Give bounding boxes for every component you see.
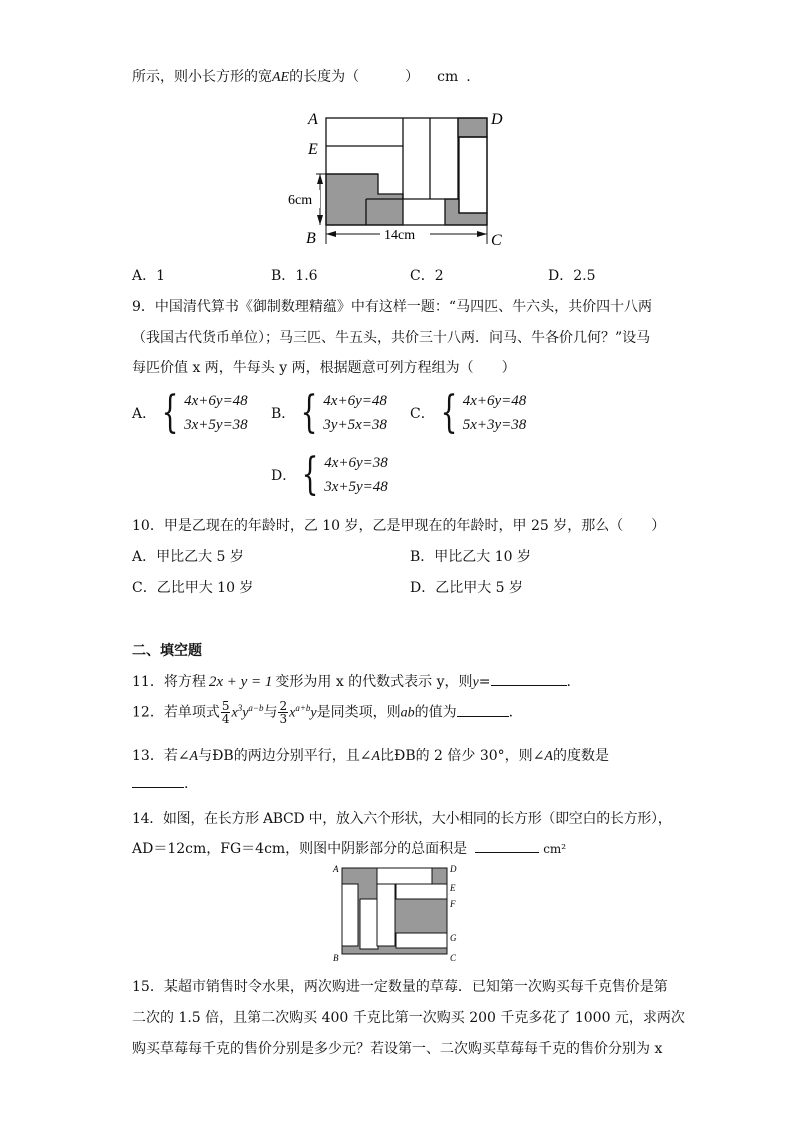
q14-label-g: G (450, 933, 457, 943)
q12-line: 12．若单项式 $\frac{5}{4}$ $x^3y^{a-b}$与 $\frac{2}{3}$ $x^{a+b}y$是同类项，则ab的值为 . (132, 699, 514, 726)
q13-angle-a3: ∠A (532, 749, 553, 764)
q11-post: = (478, 674, 491, 690)
q8-label-c: C (491, 232, 502, 249)
q9-b-eq2: 3y+5x=38 (323, 417, 387, 433)
q8-var: AE (272, 70, 290, 85)
q14-label-c: C (450, 953, 457, 963)
q12-x1: x (231, 705, 238, 721)
q9-line1: 9．中国清代算书《御制数理精蕴》中有这样一题：“马四匹、牛六头，共价四十八两 (132, 299, 653, 315)
q13-line (132, 745, 609, 765)
q14-label-d: D (450, 864, 457, 874)
q12-var: ab (400, 705, 415, 721)
q8-end: . (466, 69, 471, 85)
q8-option-d: D．2.5 (548, 268, 596, 284)
q9-line3: 每匹价值 x 两，牛每头 y 两，根据题意可列方程组为（ ） (132, 360, 516, 376)
q14-label-a: A (333, 864, 339, 874)
q8-label-height: 6cm (288, 193, 313, 208)
q15-line2: 二次的 1.5 倍，且第二次购买 400 千克比第一次购买 200 千克多花了 1000 元，求两次 (132, 1010, 685, 1026)
q14-line1: 14．如图，在长方形 ABCD 中，放入六个形状，大小相同的长方形（即空白的长方形）， (132, 811, 672, 827)
q10-text: 10．甲是乙现在的年龄时，乙 10 岁，乙是甲现在的年龄时，甲 25 岁，那么（ ） (132, 518, 666, 534)
q12-post: 的值为 (414, 704, 457, 721)
q14-unit: cm² (543, 842, 567, 856)
q8-unit: cm (437, 69, 459, 85)
q13-blank-line: . (132, 776, 188, 792)
q8-close: ） (405, 69, 420, 85)
q9-option-c: C． { 4x+6y=48 5x+3y=38 (410, 387, 527, 438)
q9-option-a-label: A． (132, 406, 157, 422)
q9-b-eq1: 4x+6y=48 (323, 393, 387, 409)
q11-mid: 变形为用 x 的代数式表示 y，则 (275, 674, 473, 690)
q10-option-d: D．乙比甲大 5 岁 (410, 580, 524, 596)
q12-frac1: $\frac{5}{4}$ (221, 699, 230, 726)
q12-exp1: 3 (237, 702, 243, 713)
q9-a-eq1: 4x+6y=48 (184, 393, 248, 409)
q9-c-eq2: 5x+3y=38 (462, 417, 527, 433)
q10-option-a: A．甲比乙大 5 岁 (132, 549, 244, 565)
q14-line2 (132, 838, 566, 858)
q11-eq: 2x + y = 1 (208, 674, 273, 690)
q12-y2: y (310, 705, 317, 721)
q12-blank[interactable] (457, 716, 509, 717)
q9-option-b: B． { 4x+6y=48 3y+5x=38 (271, 387, 387, 438)
q8-shade-bottomright (445, 199, 487, 225)
q8-option-c: C．2 (410, 268, 444, 284)
q9-c-eq1: 4x+6y=48 (462, 393, 527, 409)
q8-option-a: A．1 (132, 268, 166, 284)
q15-line1: 15．某超市销售时令水果，两次购进一定数量的草莓．已知第一次购买每千克售价是第 (132, 979, 668, 995)
q8-intro: 所示，则小长方形的宽 (132, 69, 272, 85)
q12-mid: 是同类项，则 (316, 704, 401, 721)
q12-x2: x (289, 705, 296, 721)
q14-label-f: F (450, 899, 456, 909)
q13-t5: 的度数是 (552, 748, 609, 764)
q13-blank[interactable] (132, 787, 184, 788)
section-title: 二、填空题 (132, 643, 202, 659)
q12-and: 与 (263, 704, 278, 721)
q8-shade-topright (458, 118, 487, 137)
q13-t3: 比 (380, 748, 395, 764)
q10-option-c: C．乙比甲大 10 岁 (132, 580, 254, 596)
q14-figure (330, 862, 470, 966)
q12-exp2: a−b (248, 702, 264, 713)
q9-option-c-label: C． (410, 406, 435, 422)
q8-option-b: B．1.6 (271, 268, 318, 284)
q14-blank[interactable] (475, 852, 539, 853)
q8-label-width: 14cm (384, 228, 416, 243)
q13-angle-b1: ÐB (212, 748, 234, 764)
q9-a-eq2: 3x+5y=38 (184, 417, 248, 433)
q8-label-d: D (491, 111, 503, 128)
q11-var: y (472, 675, 479, 690)
q9-option-a: A． { 4x+6y=48 3x+5y=38 (132, 387, 248, 438)
q11-pre: 11．将方程 (132, 674, 206, 690)
q8-label-a: A (308, 111, 318, 128)
q10-option-b: B．甲比乙大 10 岁 (410, 549, 532, 565)
q13-t4: 的 2 倍少 30°，则 (415, 748, 533, 764)
q9-option-b-label: B． (271, 406, 296, 422)
q13-angle-a2: ∠A (359, 749, 381, 764)
q13-angle-b2: ÐB (394, 748, 416, 764)
q8-intro-line (132, 66, 471, 86)
q13-t1: 与 (198, 748, 213, 764)
q8-label-b: B (306, 230, 316, 247)
q9-line2: （我国古代货币单位）；马三匹、牛五头，共价三十八两．问马、牛各价几何？”设马 (132, 330, 651, 346)
q11-blank[interactable] (491, 685, 567, 686)
q13-angle-a1: ∠A (177, 749, 199, 764)
q9-d-eq1: 4x+6y=38 (324, 455, 388, 471)
q14-line2-text: AD＝12cm，FG＝4cm，则图中阴影部分的总面积是 (132, 841, 468, 857)
q9-option-d-label: D． (271, 468, 297, 484)
q13-pre: 13．若 (132, 748, 178, 764)
q9-option-d: D． { 4x+6y=38 3x+5y=48 (271, 449, 388, 500)
q12-pre: 12．若单项式 (132, 704, 220, 721)
q8-label-e: E (308, 141, 318, 158)
q15-line3: 购买草莓每千克的售价分别是多少元？若设第一、二次购买草莓每千克的售价分别为 x (132, 1041, 663, 1057)
q12-y1: y (242, 705, 249, 721)
q14-label-b: B (333, 953, 339, 963)
q8-figure (280, 104, 520, 254)
q12-exp3: a+b (295, 702, 311, 713)
q9-d-eq2: 3x+5y=48 (324, 479, 388, 495)
q8-mid: 的长度为（ (289, 69, 360, 85)
q14-label-e: E (450, 883, 456, 893)
q13-t2: 的两边分别平行，且 (233, 748, 360, 764)
q12-frac2: $\frac{2}{3}$ (279, 699, 288, 726)
q11-line: 11．将方程 2x + y = 1 变形为用 x 的代数式表示 y，则y= . (132, 674, 571, 690)
